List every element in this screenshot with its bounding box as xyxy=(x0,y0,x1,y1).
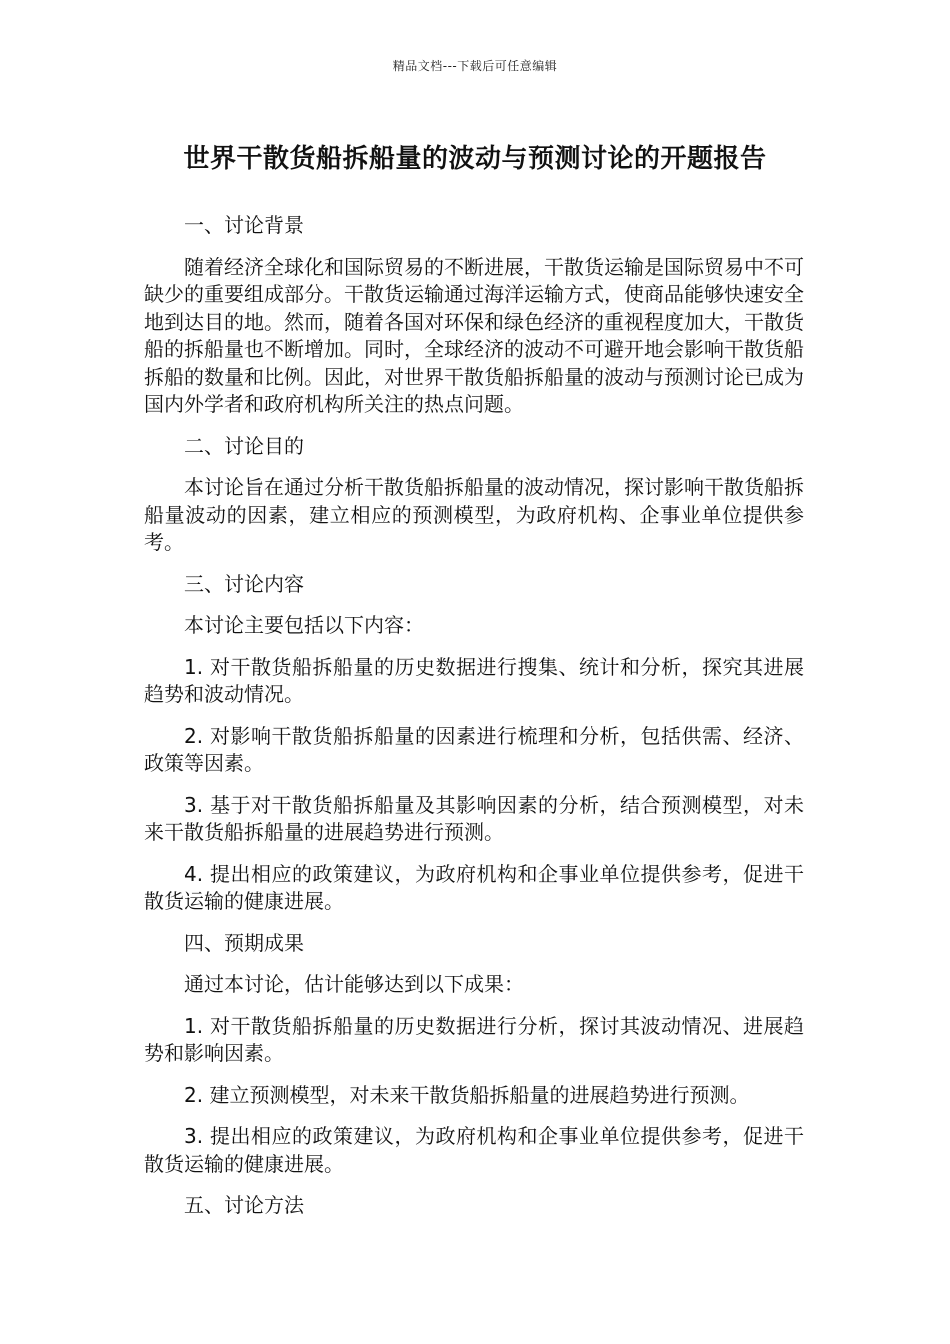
list-item-outcome-1: 1. 对干散货船拆船量的历史数据进行分析，探讨其波动情况、进展趋势和影响因素。 xyxy=(144,1013,804,1065)
list-item-content-2: 2. 对影响干散货船拆船量的因素进行梳理和分析，包括供需、经济、政策等因素。 xyxy=(144,723,804,775)
section-heading-content: 三、讨论内容 xyxy=(184,571,304,596)
section-heading-outcomes: 四、预期成果 xyxy=(184,930,304,955)
list-item-content-4: 4. 提出相应的政策建议，为政府机构和企事业单位提供参考，促进干散货运输的健康进展。 xyxy=(144,861,804,913)
list-item-outcome-2: 2. 建立预测模型，对未来干散货船拆船量的进展趋势进行预测。 xyxy=(184,1082,750,1107)
section-heading-purpose: 二、讨论目的 xyxy=(184,433,304,458)
document-title: 世界干散货船拆船量的波动与预测讨论的开题报告 xyxy=(183,144,767,174)
document-body xyxy=(144,212,804,1234)
paragraph-outcomes-intro: 通过本讨论，估计能够达到以下成果： xyxy=(184,972,524,996)
page-header: 精品文档---下载后可任意编辑 xyxy=(392,59,558,73)
section-heading-background: 一、讨论背景 xyxy=(184,213,304,237)
paragraph-content-intro: 本讨论主要包括以下内容： xyxy=(184,613,424,637)
paragraph-background: 随着经济全球化和国际贸易的不断进展，干散货运输是国际贸易中不可缺少的重要组成部分。干散货运输通过海洋运输方式，使商品能够快速安全地到达目的地。然而，随着各国对环保和绿色经济的重视程度加大，干散货船的拆船量也不断增加。同时，全球经济的波动不可避开地会影响干散货船拆船的数量和比例。因此，对世界干散货船拆船量的波动与预测讨论已成为国内外学者和政府机构所关注的热点问题。 xyxy=(144,254,804,416)
section-heading-methods: 五、讨论方法 xyxy=(184,1193,304,1217)
paragraph-purpose: 本讨论旨在通过分析干散货船拆船量的波动情况，探讨影响干散货船拆船量波动的因素，建立相应的预测模型，为政府机构、企事业单位提供参考。 xyxy=(144,475,804,554)
list-item-content-1: 1. 对干散货船拆船量的历史数据进行搜集、统计和分析，探究其进展趋势和波动情况。 xyxy=(144,654,804,706)
list-item-content-3: 3. 基于对干散货船拆船量及其影响因素的分析，结合预测模型，对未来干散货船拆船量的进展趋势进行预测。 xyxy=(144,792,804,844)
list-item-outcome-3: 3. 提出相应的政策建议，为政府机构和企事业单位提供参考，促进干散货运输的健康进展。 xyxy=(144,1124,804,1176)
